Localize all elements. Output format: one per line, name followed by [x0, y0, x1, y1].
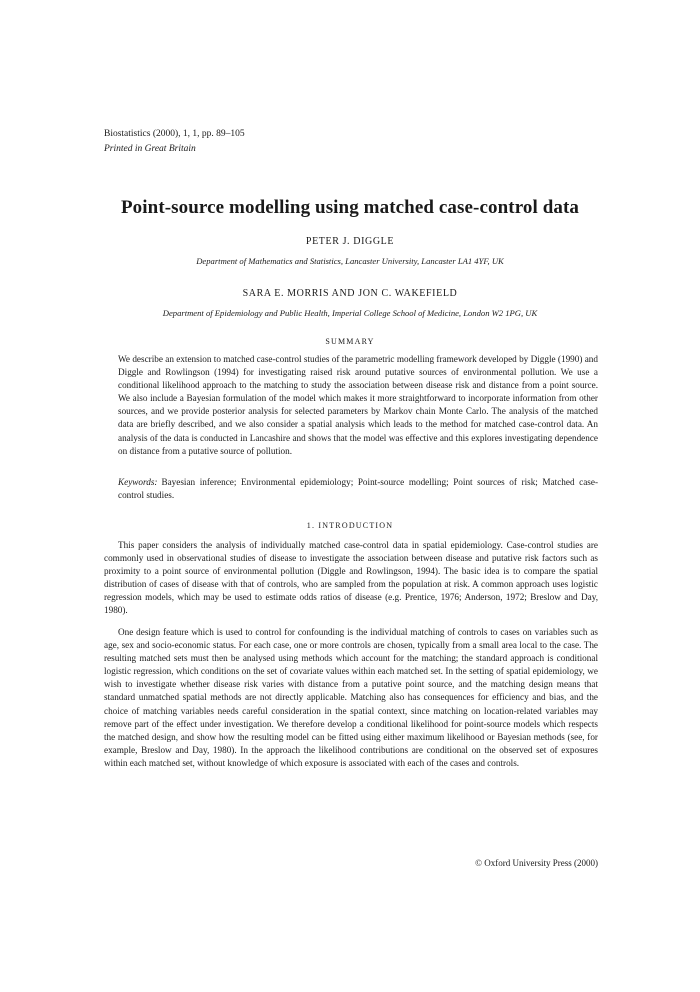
journal-citation: Biostatistics (2000), 1, 1, pp. 89–105: [104, 129, 245, 139]
keywords-text: Bayesian inference; Environmental epidemiology; Point-source modelling; Point sources of risk; Matched case-control studies.: [118, 477, 598, 500]
paper-title: Point-source modelling using matched case-control data: [120, 197, 580, 218]
intro-paragraph-2: One design feature which is used to control for confounding is the individual matching of controls to cases on variables such as age, sex and socio-economic status. For each case, one or more controls are chosen, typically from a small area local to the case. The resulting matched sets must then be analysed using methods which account for the matching; the standard approach is conditional logistic regression, which conditions on the set of covariate values within each matched set. In the setting of spatial epidemiology, we wish to investigate whether disease risk varies with distance from a putative point source, and the matching design means that standard unmatched spatial methods are not directly applicable. Matching also has consequences for efficiency and bias, and the choice of matching variables needs careful consideration in the spatial context, since matching on location-related variables may remove part of the effect under investigation. We therefore develop a conditional likelihood for point-source models which respects the matched design, and show how the resulting model can be fitted using either maximum likelihood or Bayesian methods (see, for example, Breslow and Day, 1980). In the approach the likelihood contributions are conditional on the observed set of exposures within each matched set, without knowledge of which exposure is associated with each of the cases and controls.: [104, 627, 598, 768]
abstract-heading: SUMMARY: [325, 337, 375, 346]
affiliation-line-2: Department of Epidemiology and Public Health, Imperial College School of Medicine, London W2 1PG, UK: [162, 308, 538, 318]
printed-in-note: Printed in Great Britain: [104, 144, 196, 154]
author-line-2: SARA E. MORRIS AND JON C. WAKEFIELD: [242, 288, 458, 299]
journal-header: [104, 127, 245, 157]
keywords: [118, 476, 598, 502]
introduction-heading: 1. INTRODUCTION: [306, 521, 394, 530]
abstract-text: We describe an extension to matched case-control studies of the parametric modelling framework developed by Diggle (1990) and Diggle and Rowlingson (1994) for investigating raised risk around putative sources of environmental pollution. We use a conditional likelihood approach to the matching to study the association between disease risk and distance from a point source. We also include a Bayesian formulation of the model which makes it more straightforward to incorporate information from other sources, and we provide posterior analysis for selected parameters by Markov chain Monte Carlo. The analysis of the matched data are briefly described, and we also consider a spatial analysis which leads to the method for matched case-control data. An analysis of the data is conducted in Lancashire and shows that the model was effective and this explores investigating dependence on distance from a putative source of pollution.: [118, 354, 598, 456]
copyright-notice: © Oxford University Press (2000): [475, 858, 598, 868]
keywords-label: Keywords:: [118, 477, 158, 487]
intro-paragraph-1: This paper considers the analysis of individually matched case-control data in spatial epidemiology. Case-control studies are commonly used in observational studies of disease to investigate the association between disease and putative risk factors such as proximity to a point source of environmental pollution (Diggle and Rowlingson, 1994). The basic idea is to compare the spatial distribution of cases of disease with that of controls, who are sampled from the population at risk. A common approach uses logistic regression models, which may be used to estimate odds ratios of disease (e.g. Prentice, 1976; Anderson, 1972; Breslow and Day, 1980).: [104, 540, 598, 616]
author-line-1: PETER J. DIGGLE: [305, 236, 395, 247]
affiliation-line-1: Department of Mathematics and Statistics, Lancaster University, Lancaster LA1 4YF, UK: [196, 256, 504, 266]
